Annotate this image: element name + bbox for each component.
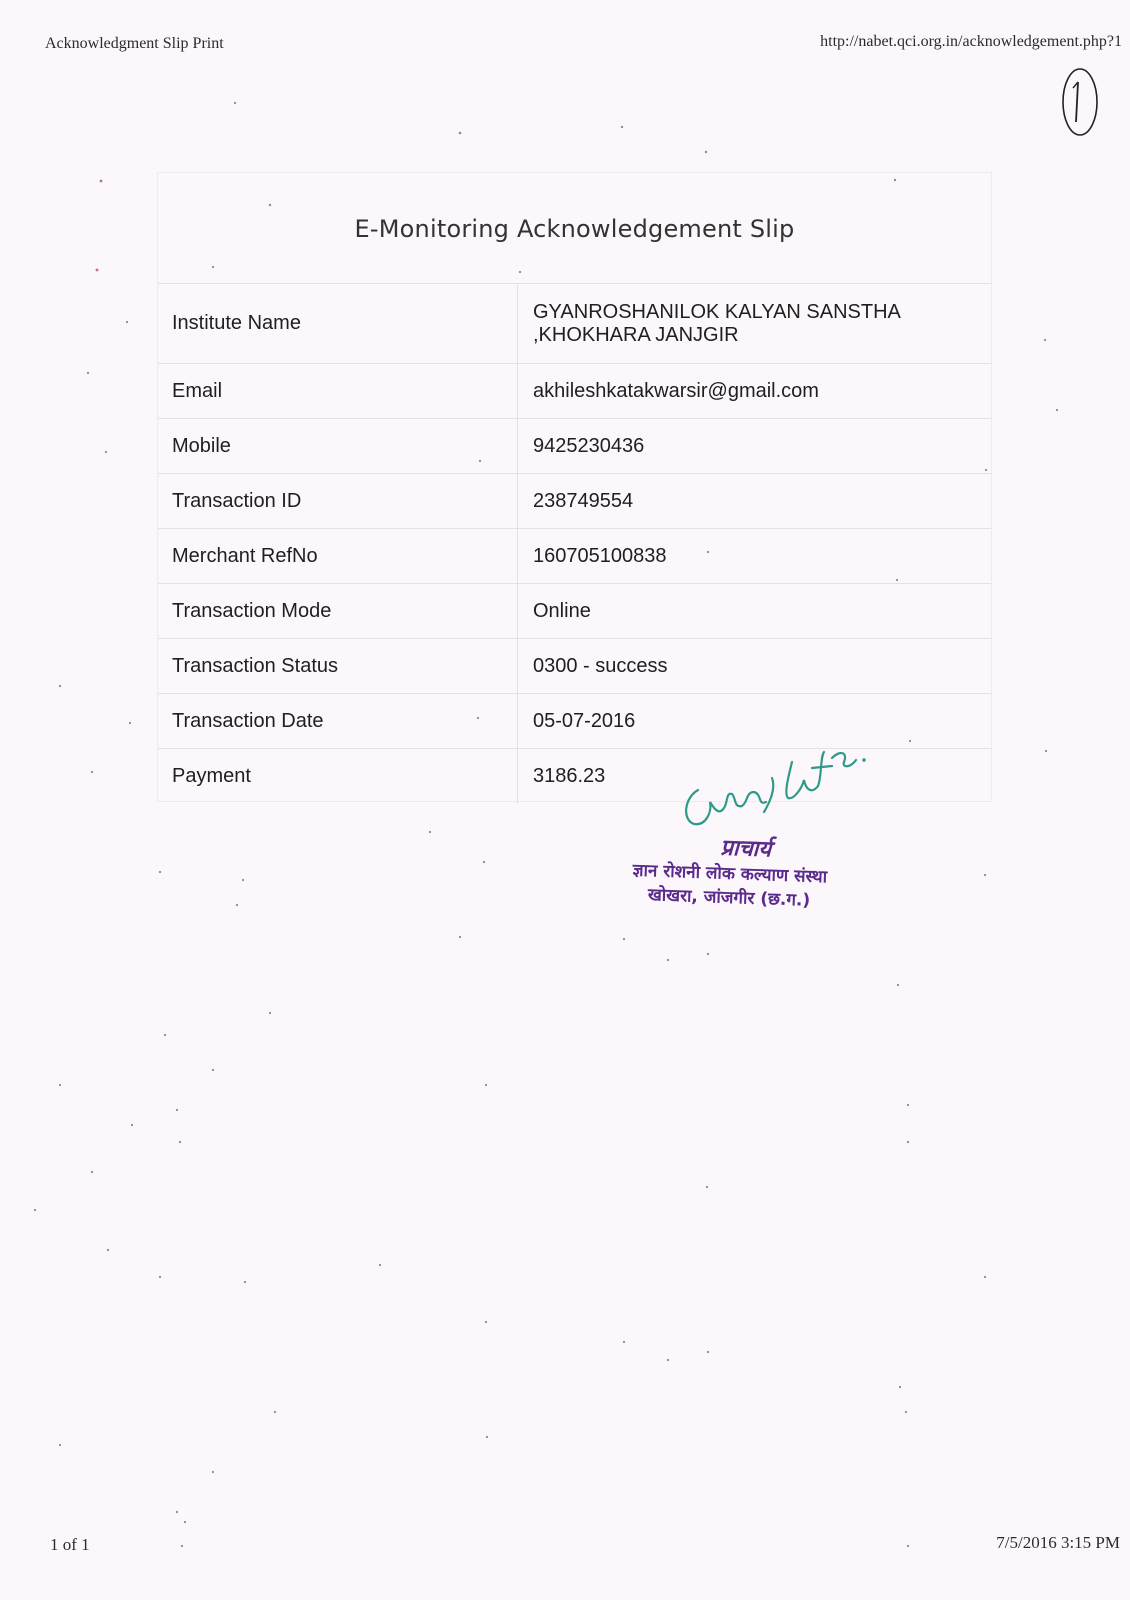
slip-details-table xyxy=(158,283,991,804)
print-header-url: http://nabet.qci.org.in/acknowledgement.php?1 xyxy=(820,33,1122,50)
print-footer-timestamp: 7/5/2016 3:15 PM xyxy=(996,1533,1120,1552)
table-row xyxy=(158,639,991,694)
institute-name-value: GYANROSHANILOK KALYAN SANSTHA ,KHOKHARA JANJGIR xyxy=(518,284,992,364)
transaction-status-label: Transaction Status xyxy=(158,639,518,694)
stamp-line-2: खोखरा, जांजगीर (छ.ग.) xyxy=(647,885,811,911)
table-row xyxy=(158,364,991,419)
transaction-date-value: 05-07-2016 xyxy=(518,694,992,749)
slip-title: E-Monitoring Acknowledgement Slip xyxy=(354,215,795,243)
institute-name-label: Institute Name xyxy=(158,284,518,364)
stamp-line-1: ज्ञान रोशनी लोक कल्याण संस्था xyxy=(632,860,828,888)
payment-label: Payment xyxy=(158,749,518,804)
print-footer-page-count: 1 of 1 xyxy=(50,1535,90,1554)
transaction-id-label: Transaction ID xyxy=(158,474,518,529)
handwritten-signature xyxy=(672,728,882,848)
table-row xyxy=(158,284,991,364)
mobile-label: Mobile xyxy=(158,419,518,474)
print-header-title: Acknowledgment Slip Print xyxy=(45,35,224,52)
transaction-status-value: 0300 - success xyxy=(518,639,992,694)
table-row xyxy=(158,529,991,584)
stamp-title: प्राचार्य xyxy=(720,835,772,863)
merchant-refno-label: Merchant RefNo xyxy=(158,529,518,584)
email-value: akhileshkatakwarsir@gmail.com xyxy=(518,364,992,419)
institution-stamp xyxy=(599,827,862,914)
transaction-mode-value: Online xyxy=(518,584,992,639)
payment-value: 3186.23 xyxy=(518,749,992,804)
transaction-date-label: Transaction Date xyxy=(158,694,518,749)
merchant-refno-value: 160705100838 xyxy=(518,529,992,584)
table-row xyxy=(158,584,991,639)
acknowledgement-slip xyxy=(157,172,992,802)
table-row xyxy=(158,419,991,474)
table-row xyxy=(158,474,991,529)
transaction-id-value: 238749554 xyxy=(518,474,992,529)
email-label: Email xyxy=(158,364,518,419)
transaction-mode-label: Transaction Mode xyxy=(158,584,518,639)
mobile-value: 9425230436 xyxy=(518,419,992,474)
handwritten-page-number xyxy=(1060,66,1100,138)
